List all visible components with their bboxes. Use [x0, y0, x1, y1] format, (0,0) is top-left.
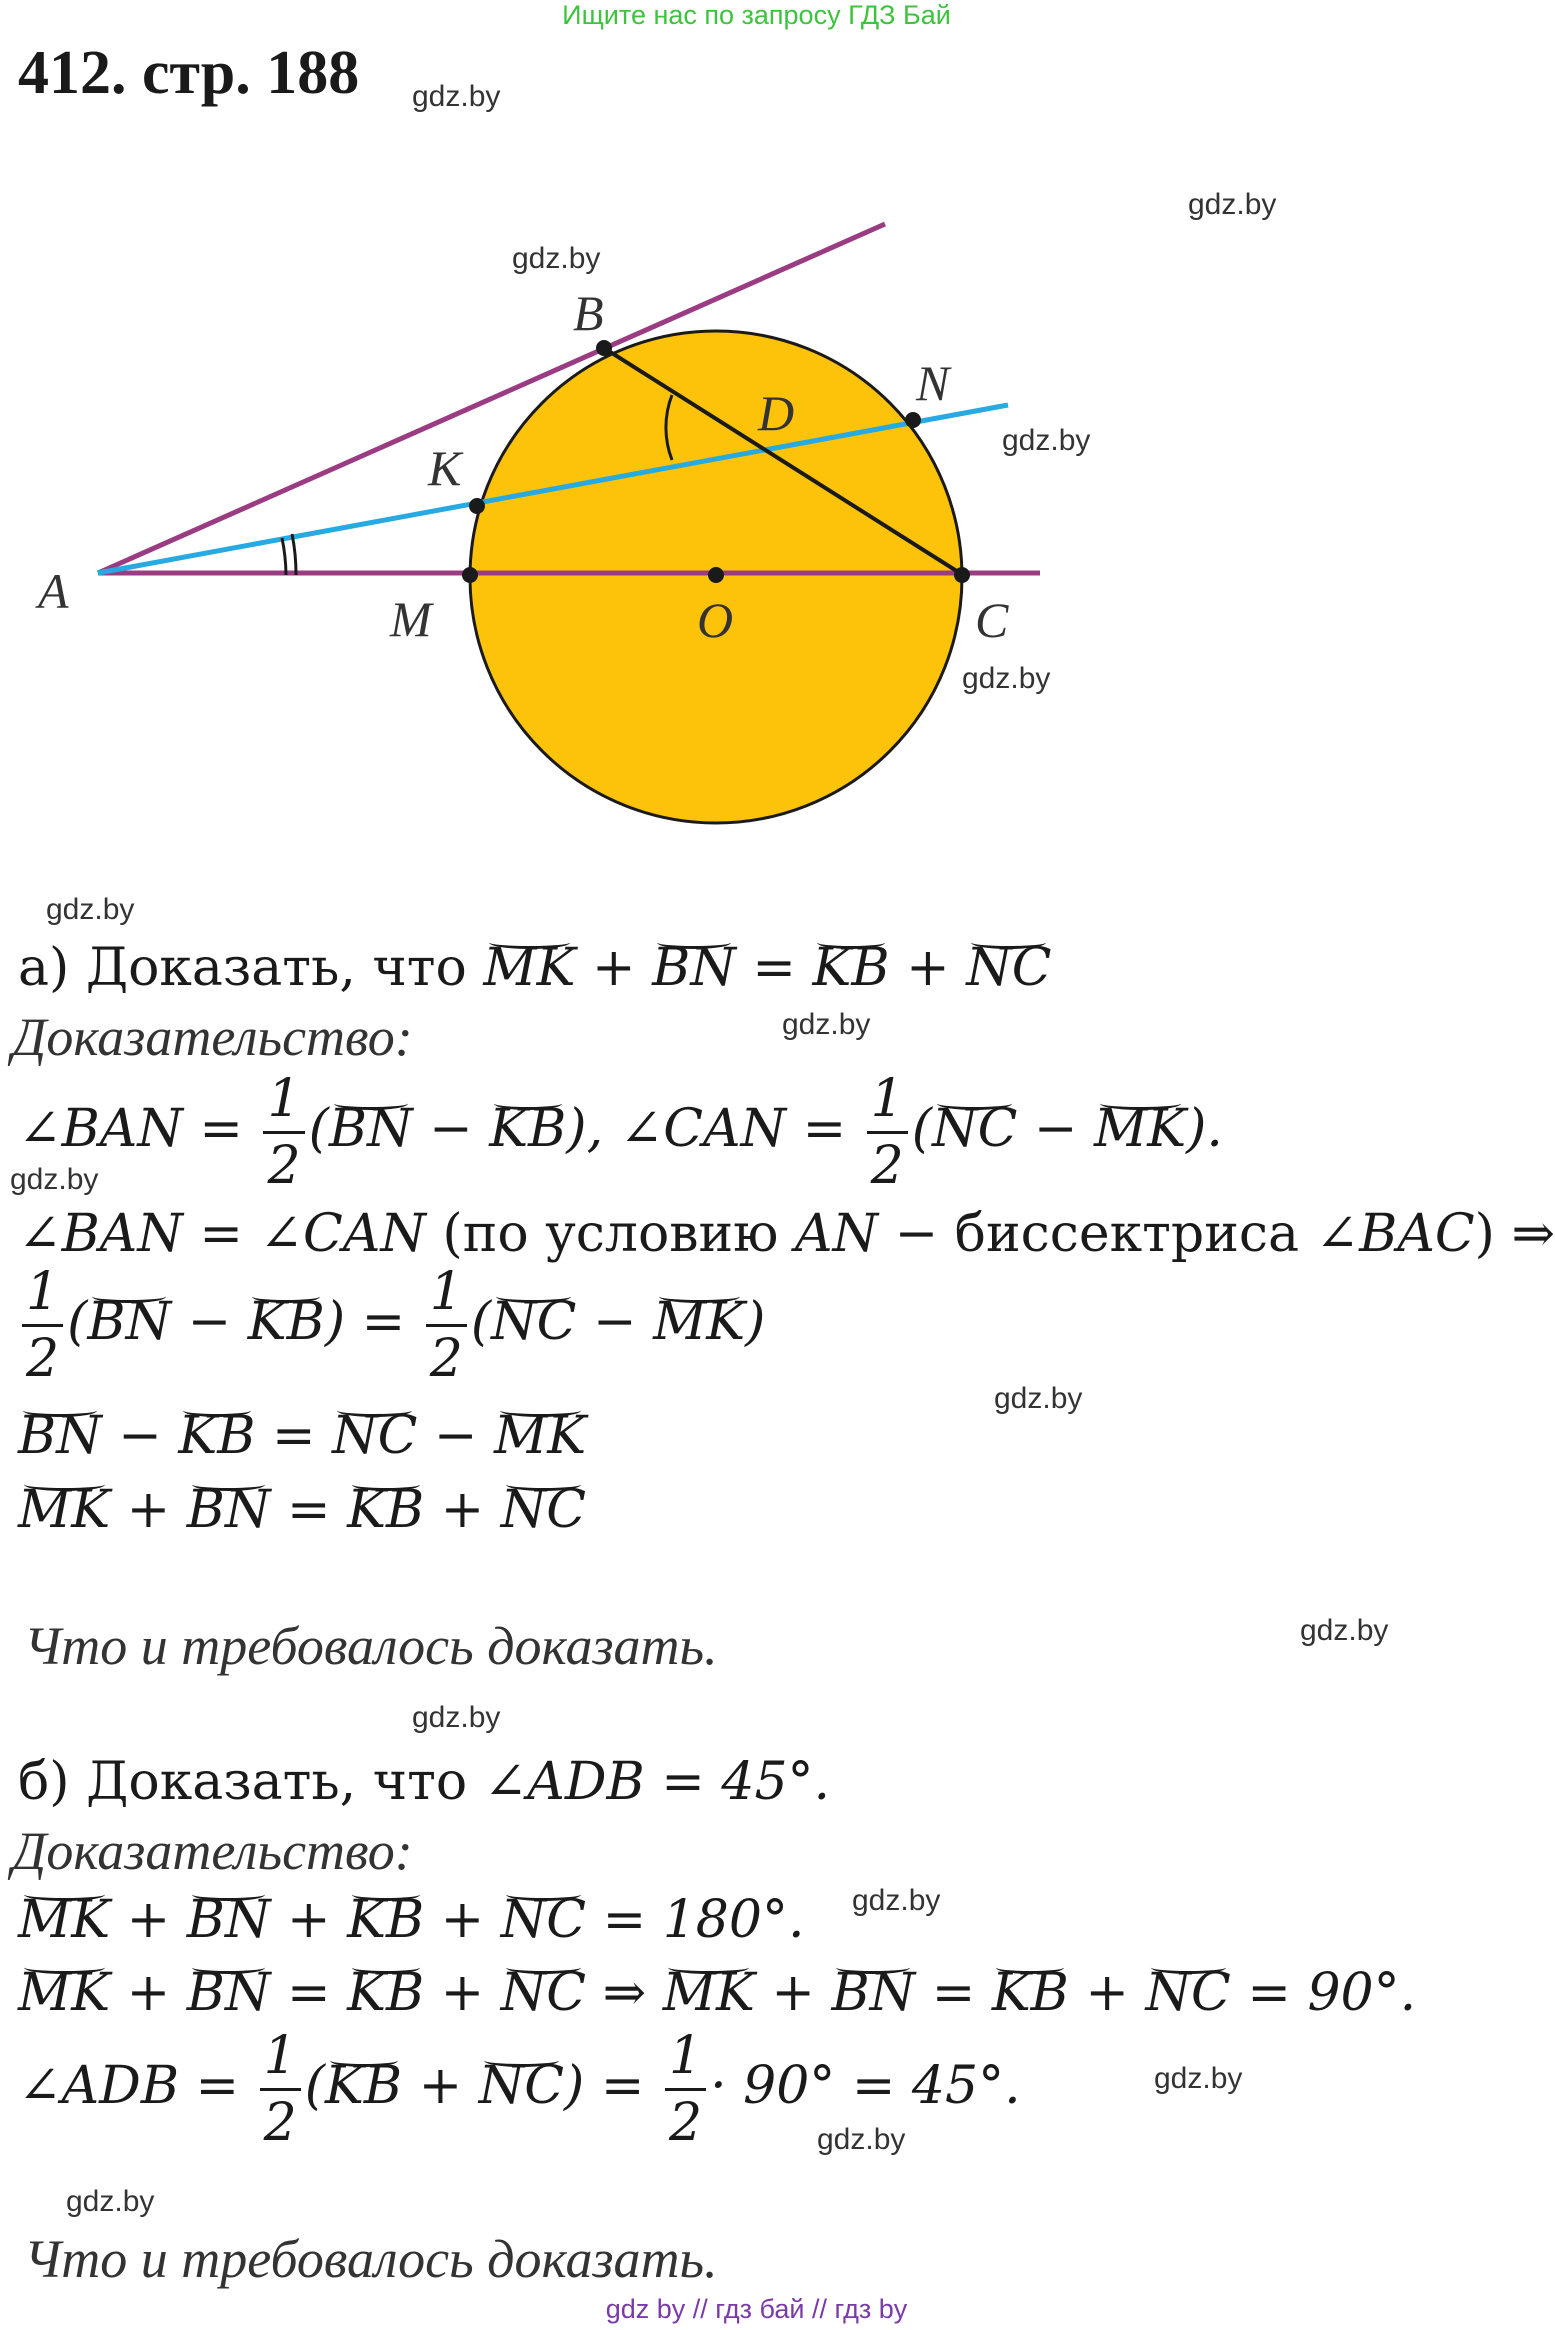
- watermark: gdz.by: [412, 80, 501, 113]
- point-n: [905, 412, 921, 428]
- watermark: gdz.by: [782, 1008, 871, 1041]
- footer-links[interactable]: gdz by // гдз бай // гдз by: [605, 2294, 908, 2324]
- label-c: C: [975, 592, 1009, 648]
- part-a-line-5: MK + BN = KB + NC: [18, 1480, 587, 1540]
- label-a: A: [38, 563, 69, 619]
- watermark: gdz.by: [994, 1382, 1083, 1415]
- watermark: gdz.by: [66, 2185, 155, 2218]
- part-b-qed: Что и требовалось доказать.: [24, 2229, 718, 2289]
- watermark: gdz.by: [852, 1884, 941, 1917]
- bisector-text: − биссектриса: [878, 1204, 1316, 1264]
- exercise-heading: 412. стр. 188: [18, 39, 360, 107]
- angle-arc-outer: [292, 534, 296, 575]
- label-b: B: [573, 285, 604, 341]
- part-a-task-text: а) Доказать, что: [18, 938, 484, 998]
- angle-arc-inner: [282, 538, 286, 575]
- label-d: D: [758, 385, 795, 441]
- part-a-proof-title: Доказательство:: [12, 1007, 413, 1067]
- part-a-qed: Что и требовалось доказать.: [24, 1616, 718, 1676]
- watermark: gdz.by: [1300, 1614, 1389, 1647]
- part-a-line-3: $\frac{1}{2}$ (BN − KB) = $\frac{1}{2}$ (NC − MK): [18, 1266, 765, 1385]
- part-b-line-3: ∠ADB = $\frac{1}{2}$ (KB + NC) = $\frac{1}{2}$ · 90° = 45°.: [18, 2026, 1021, 2153]
- part-b-task-text: б) Доказать, что: [18, 1752, 484, 1812]
- watermark: gdz.by: [1002, 424, 1091, 457]
- point-c: [954, 567, 970, 583]
- label-k: K: [428, 440, 462, 496]
- watermark: gdz.by: [817, 2123, 906, 2156]
- label-n: N: [916, 355, 950, 411]
- geometry-diagram: [0, 200, 1100, 840]
- watermark: gdz.by: [10, 1163, 99, 1196]
- point-k: [469, 498, 485, 514]
- part-b-line-1: MK + BN + KB + NC = 180°.: [18, 1890, 805, 1950]
- part-b-task: б) Доказать, что ∠ADB = 45°.: [18, 1752, 831, 1812]
- watermark: gdz.by: [962, 662, 1051, 695]
- watermark: gdz.by: [46, 893, 135, 926]
- label-o: O: [697, 592, 734, 648]
- site-banner: Ищите нас по запросу ГДЗ Бай: [562, 0, 951, 30]
- point-b: [596, 340, 612, 356]
- condition-text: (по условию: [442, 1204, 795, 1264]
- watermark: gdz.by: [1154, 2062, 1243, 2095]
- part-a-line-4: BN − KB = NC − MK: [18, 1406, 587, 1466]
- watermark: gdz.by: [412, 1701, 501, 1734]
- part-a-line-1: ∠BAN = $\frac{1}{2}$ (BN − KB), ∠CAN = $\frac{1}{2}$ (NC − MK).: [18, 1069, 1223, 1196]
- watermark: gdz.by: [1188, 188, 1277, 221]
- point-m: [462, 567, 478, 583]
- watermark: gdz.by: [512, 242, 601, 275]
- point-o: [708, 567, 724, 583]
- part-a-line-2: ∠BAN = ∠CAN (по условию AN − биссектриса ∠BAC) ⇒: [18, 1204, 1555, 1264]
- part-a-task: а) Доказать, что MK + BN = KB + NC: [18, 938, 1052, 998]
- part-b-proof-title: Доказательство:: [12, 1821, 413, 1881]
- label-m: M: [390, 591, 432, 647]
- part-b-line-2: MK + BN = KB + NC ⇒ MK + BN = KB + NC = 90°.: [18, 1963, 1417, 2023]
